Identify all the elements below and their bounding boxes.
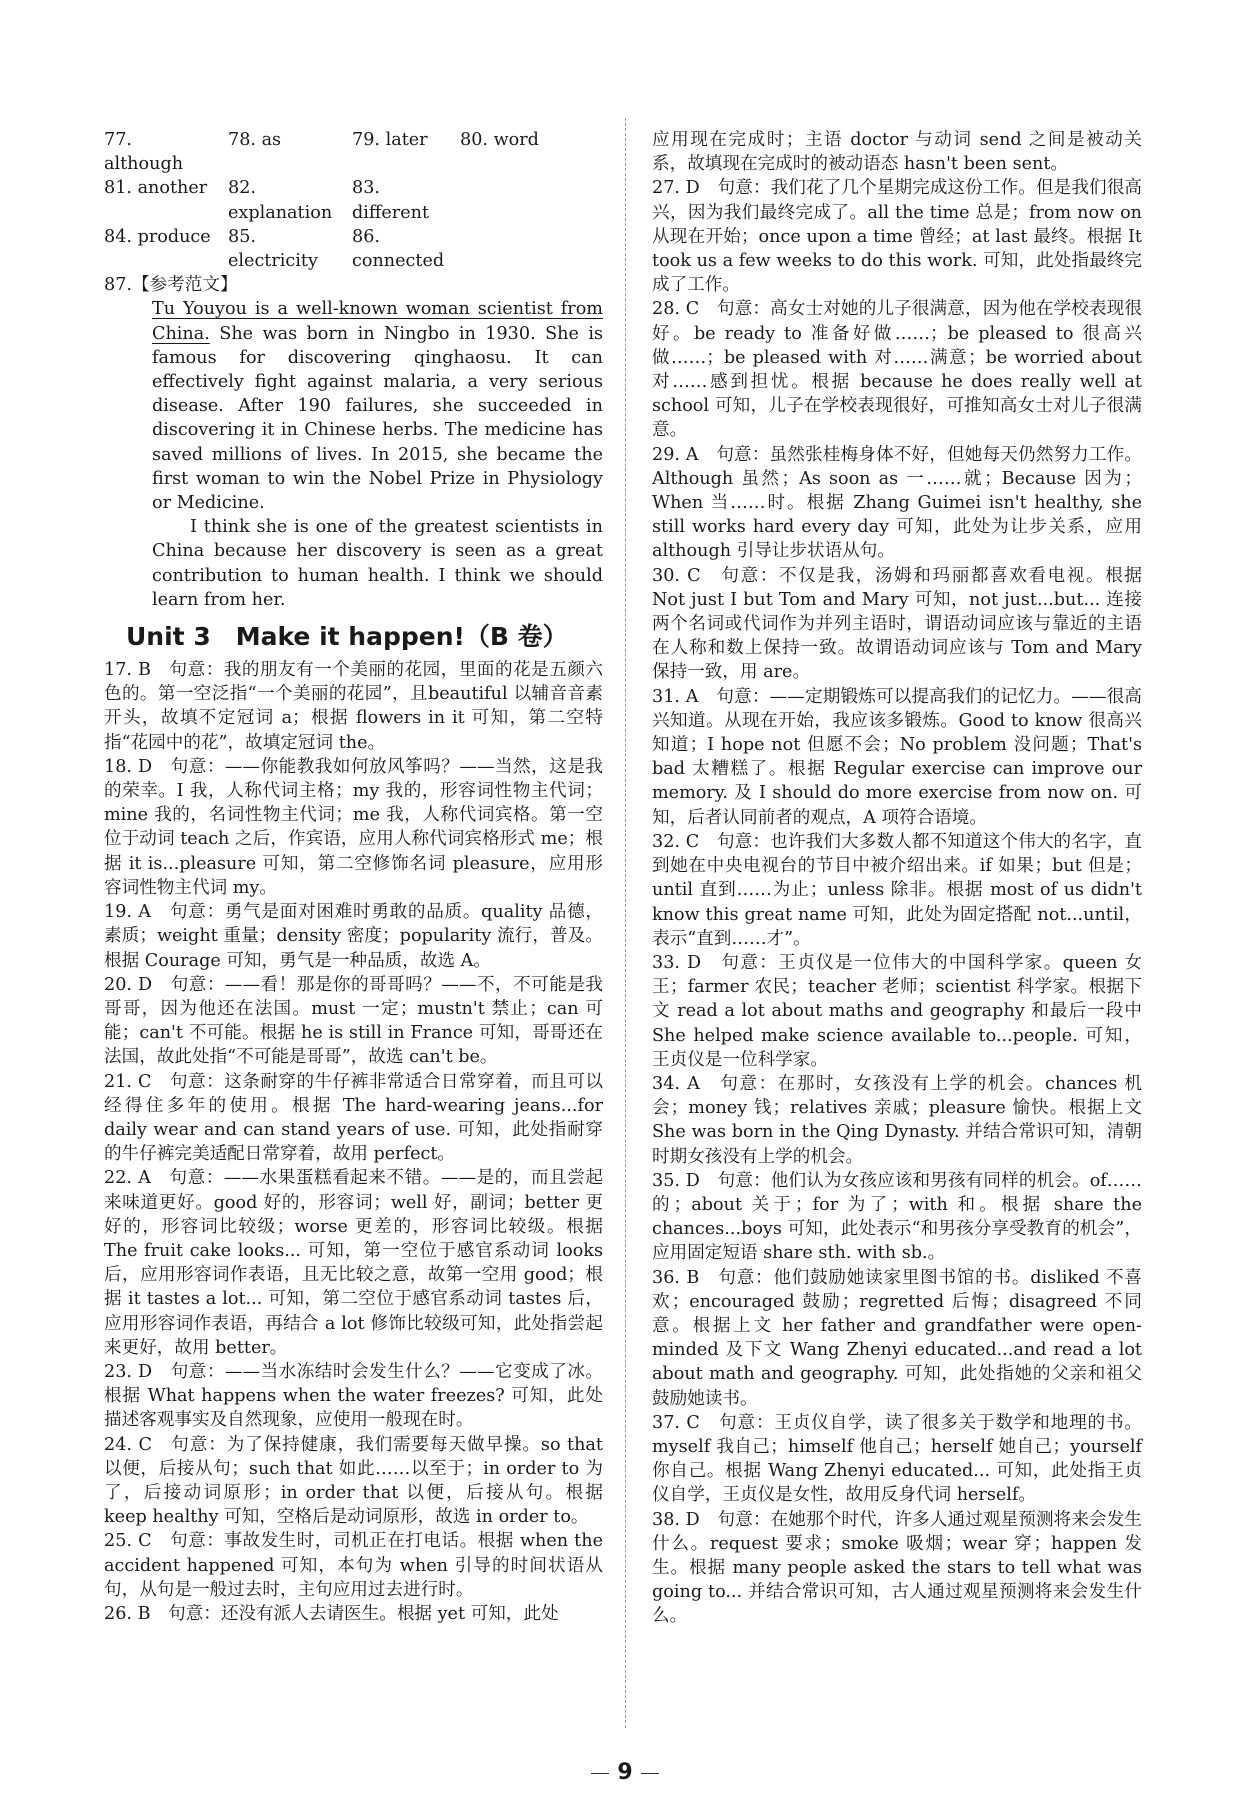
vocab-item: 79. later xyxy=(352,130,428,150)
vocab-row xyxy=(104,128,603,176)
answer-item: 17. B 句意：我的朋友有一个美丽的花园，里面的花是五颜六色的。第一空泛指“一个美丽的花园”，且beautiful 以辅音音素开头，故填不定冠词 a；根据 flowers in it 可知，第二空特指“花园中的花”，故填定冠词 the。 xyxy=(104,660,603,753)
answer-item: 22. A 句意：——水果蛋糕看起来不错。——是的，而且尝起来味道更好。good 好的，形容词；well 好，副词；better 更好的，形容词比较级；worse 更差的，形容词比较级。根据 The fruit cake looks... 可知，第一空位于感官系动词 looks 后，应用形容词作表语，且无比较之意，故第一空用 good；根据 it tastes a lot... 可知，第二空位于感官系动词 tastes 后，应用形容词作表语，再结合 a lot 修饰比较级可知，此处指尝起来更好，故用 better。 xyxy=(104,1168,603,1358)
page-dash-left xyxy=(591,1773,609,1774)
answer-item: 27. D 句意：我们花了几个星期完成这份工作。但是我们很高兴，因为我们最终完成了。all the time 总是；from now on 从现在开始；once upon a time 曾经；at last 最终。根据 It took us a few weeks to do this work. 可知，此处指最终完成了工作。 xyxy=(652,178,1142,296)
essay-paragraph-1-rest: She was born in Ningbo in 1930. She is famous for discovering qinghaosu. It can effectively fight against malaria, a very serious disease. After 190 failures, she succeeded in discovering it in Chinese herbs. The medicine has saved millions of lives. In 2015, she became the first woman to win the Nobel Prize in Physiology or Medicine. xyxy=(152,323,603,514)
answer-item: 29. A 句意：虽然张桂梅身体不好，但她每天仍然努力工作。Although 虽然；As soon as 一……就；Because 因为；When 当……时。根据 Zhang Guimei isn't healthy, she still works hard every day 可知，此处为让步关系，应用 although 引导让步状语从句。 xyxy=(652,444,1142,562)
answer-item: 25. C 句意：事故发生时，司机正在打电话。根据 when the accident happened 可知，本句为 when 引导的时间状语从句，从句是一般过去时，主句应用过去进行时。 xyxy=(104,1531,603,1600)
essay-paragraph-2: I think she is one of the greatest scientists in China because her discovery is seen as a great contribution to human health. I think we should learn from her. xyxy=(152,517,603,610)
vocab-row xyxy=(104,176,603,224)
vocab-answers xyxy=(104,128,603,273)
vocab-item: 81. another xyxy=(104,178,208,199)
answer-item: 20. D 句意：——看！那是你的哥哥吗？——不，不可能是我哥哥，因为他还在法国。must 一定；mustn't 禁止；can 可能；can't 不可能。根据 he is still in France 可知，哥哥还在法国，故此处指“不可能是哥哥”，故选 can't be。 xyxy=(104,974,603,1068)
answer-item: 24. C 句意：为了保持健康，我们需要每天做早操。so that 以便，后接从句；such that 如此……以至于；in order to 为了，后接动词原形；in order that 以便，后接从句。根据 keep healthy 可知，空格后是动词原形，故选 in order to。 xyxy=(104,1434,603,1528)
vocab-item: 77. although xyxy=(104,130,184,175)
vocab-row xyxy=(104,225,603,273)
vocab-item: 83. different xyxy=(352,178,430,223)
page-number-value: 9 xyxy=(617,1760,633,1785)
answer-item: 31. A 句意：——定期锻炼可以提高我们的记忆力。——很高兴知道。从现在开始，我应该多锻炼。Good to know 很高兴知道；I hope not 但愿不会；No problem 没问题；That's bad 太糟糕了。根据 Regular exercise can improve our memory. 及 I should do more exercise from now on. 可知，后者认同前者的观点，A 项符合语境。 xyxy=(652,686,1142,828)
model-essay xyxy=(104,297,603,612)
column-divider xyxy=(625,118,626,1728)
answer-item: 33. D 句意：王贞仪是一位伟大的中国科学家。queen 女王；farmer 农民；teacher 老师；scientist 科学家。根据下文 read a lot about maths and geography 和最后一段中 She helped make science available to...people. 可知，王贞仪是一位科学家。 xyxy=(652,952,1142,1070)
answer-item: 34. A 句意：在那时，女孩没有上学的机会。chances 机会；money 钱；relatives 亲戚；pleasure 愉快。根据上文 She was born in the Qing Dynasty. 并结合常识可知，清朝时期女孩没有上学的机会。 xyxy=(652,1073,1142,1167)
answer-item: 应用现在完成时；主语 doctor 与动词 send 之间是被动关系，故填现在完成时的被动语态 hasn't been sent。 xyxy=(652,130,1142,175)
essay-heading: 87.【参考范文】 xyxy=(104,275,238,296)
right-column xyxy=(652,128,1142,1629)
answer-item: 21. C 句意：这条耐穿的牛仔裤非常适合日常穿着，而且可以经得住多年的使用。根据 The hard-wearing jeans...for daily wear and can stand years of use. 可知，此处指耐穿的牛仔裤完美适配日常穿着，故用 perfect。 xyxy=(104,1071,603,1165)
vocab-item: 78. as xyxy=(228,130,282,150)
page-dash-right xyxy=(641,1773,659,1774)
vocab-item: 84. produce xyxy=(104,226,211,247)
vocab-item: 80. word xyxy=(460,130,539,150)
answer-item: 18. D 句意：——你能教我如何放风筝吗？——当然，这是我的荣幸。I 我，人称代词主格；my 我的，形容词性物主代词；mine 我的，名词性物主代词；me 我，人称代词宾格。第一空位于动词 teach 之后，作宾语，应用人称代词宾格形式 me；根据 it is...pleasure 可知，第二空修饰名词 pleasure，应用形容词性物主代词 my。 xyxy=(104,756,603,898)
essay-paragraph-1 xyxy=(152,297,603,515)
essay-underlined-sentence: Tu Youyou is a well-known woman scientist from China. xyxy=(152,299,603,344)
answer-item: 26. B 句意：还没有派人去请医生。根据 yet 可知，此处 xyxy=(104,1603,559,1624)
answer-item: 35. D 句意：他们认为女孩应该和男孩有同样的机会。of……的；about 关于；for 为了；with 和。根据 share the chances...boys 可知，此处表示“和男孩分享受教育的机会”，应用固定短语 share sth. with sb.。 xyxy=(652,1170,1142,1264)
answer-list-right xyxy=(652,128,1142,1629)
vocab-item: 82. explanation xyxy=(228,178,333,223)
answer-item: 23. D 句意：——当水冻结时会发生什么？——它变成了冰。根据 What happens when the water freezes? 可知，此处描述客观事实及自然现象，应使用一般现在时。 xyxy=(104,1361,603,1431)
answer-item: 30. C 句意：不仅是我，汤姆和玛丽都喜欢看电视。根据 Not just I but Tom and Mary 可知，not just...but... 连接两个名词或代词作为并列主语时，谓语动词应该与靠近的主语在人称和数上保持一致。故谓语动词应该与 Tom and Mary 保持一致，用 are。 xyxy=(652,565,1142,683)
answer-item: 28. C 句意：高女士对她的儿子很满意，因为他在学校表现很好。be ready to 准备好做……；be pleased to 很高兴做……；be pleased with 对……满意；be worried about 对……感到担忧。根据 because he does really well at school 可知，儿子在学校表现很好，可推知高女士对儿子很满意。 xyxy=(652,299,1142,441)
page-number xyxy=(0,1760,1250,1785)
left-column xyxy=(104,128,603,1626)
answer-item: 36. B 句意：他们鼓励她读家里图书馆的书。disliked 不喜欢；encouraged 鼓励；regretted 后悔；disagreed 不同意。根据上文 her father and grandfather were open-minded 及下文 Wang Zhenyi educated...and read a lot about math and geography. 可知，此处指她的父亲和祖父鼓励她读书。 xyxy=(652,1267,1142,1409)
vocab-item: 86. connected xyxy=(352,226,445,272)
answer-list-left xyxy=(104,658,603,1626)
unit-title: Unit 3 Make it happen!（B 卷） xyxy=(126,622,568,652)
answer-item: 37. C 句意：王贞仪自学，读了很多关于数学和地理的书。myself 我自己；himself 他自己；herself 她自己；yourself 你自己。根据 Wang Zhenyi educated... 可知，此处指王贞仪自学，王贞仪是女性，故用反身代词 herself。 xyxy=(652,1412,1142,1506)
answer-item: 19. A 句意：勇气是面对困难时勇敢的品质。quality 品德，素质；weight 重量；density 密度；popularity 流行，普及。根据 Courage 可知，勇气是一种品质，故选 A。 xyxy=(104,902,603,971)
answer-item: 38. D 句意：在她那个时代，许多人通过观星预测将来会发生什么。request 要求；smoke 吸烟；wear 穿；happen 发生。根据 many people asked the stars to tell what was going to... 并结合常识可知，古人通过观星预测将来会发生什么。 xyxy=(652,1509,1142,1627)
answer-item: 32. C 句意：也许我们大多数人都不知道这个伟大的名字，直到她在中央电视台的节目中被介绍出来。if 如果；but 但是；until 直到……为止；unless 除非。根据 most of us didn't know this great name 可知，此处为固定搭配 not...until，表示“直到……才”。 xyxy=(652,831,1142,949)
vocab-item: 85. electricity xyxy=(228,226,318,272)
